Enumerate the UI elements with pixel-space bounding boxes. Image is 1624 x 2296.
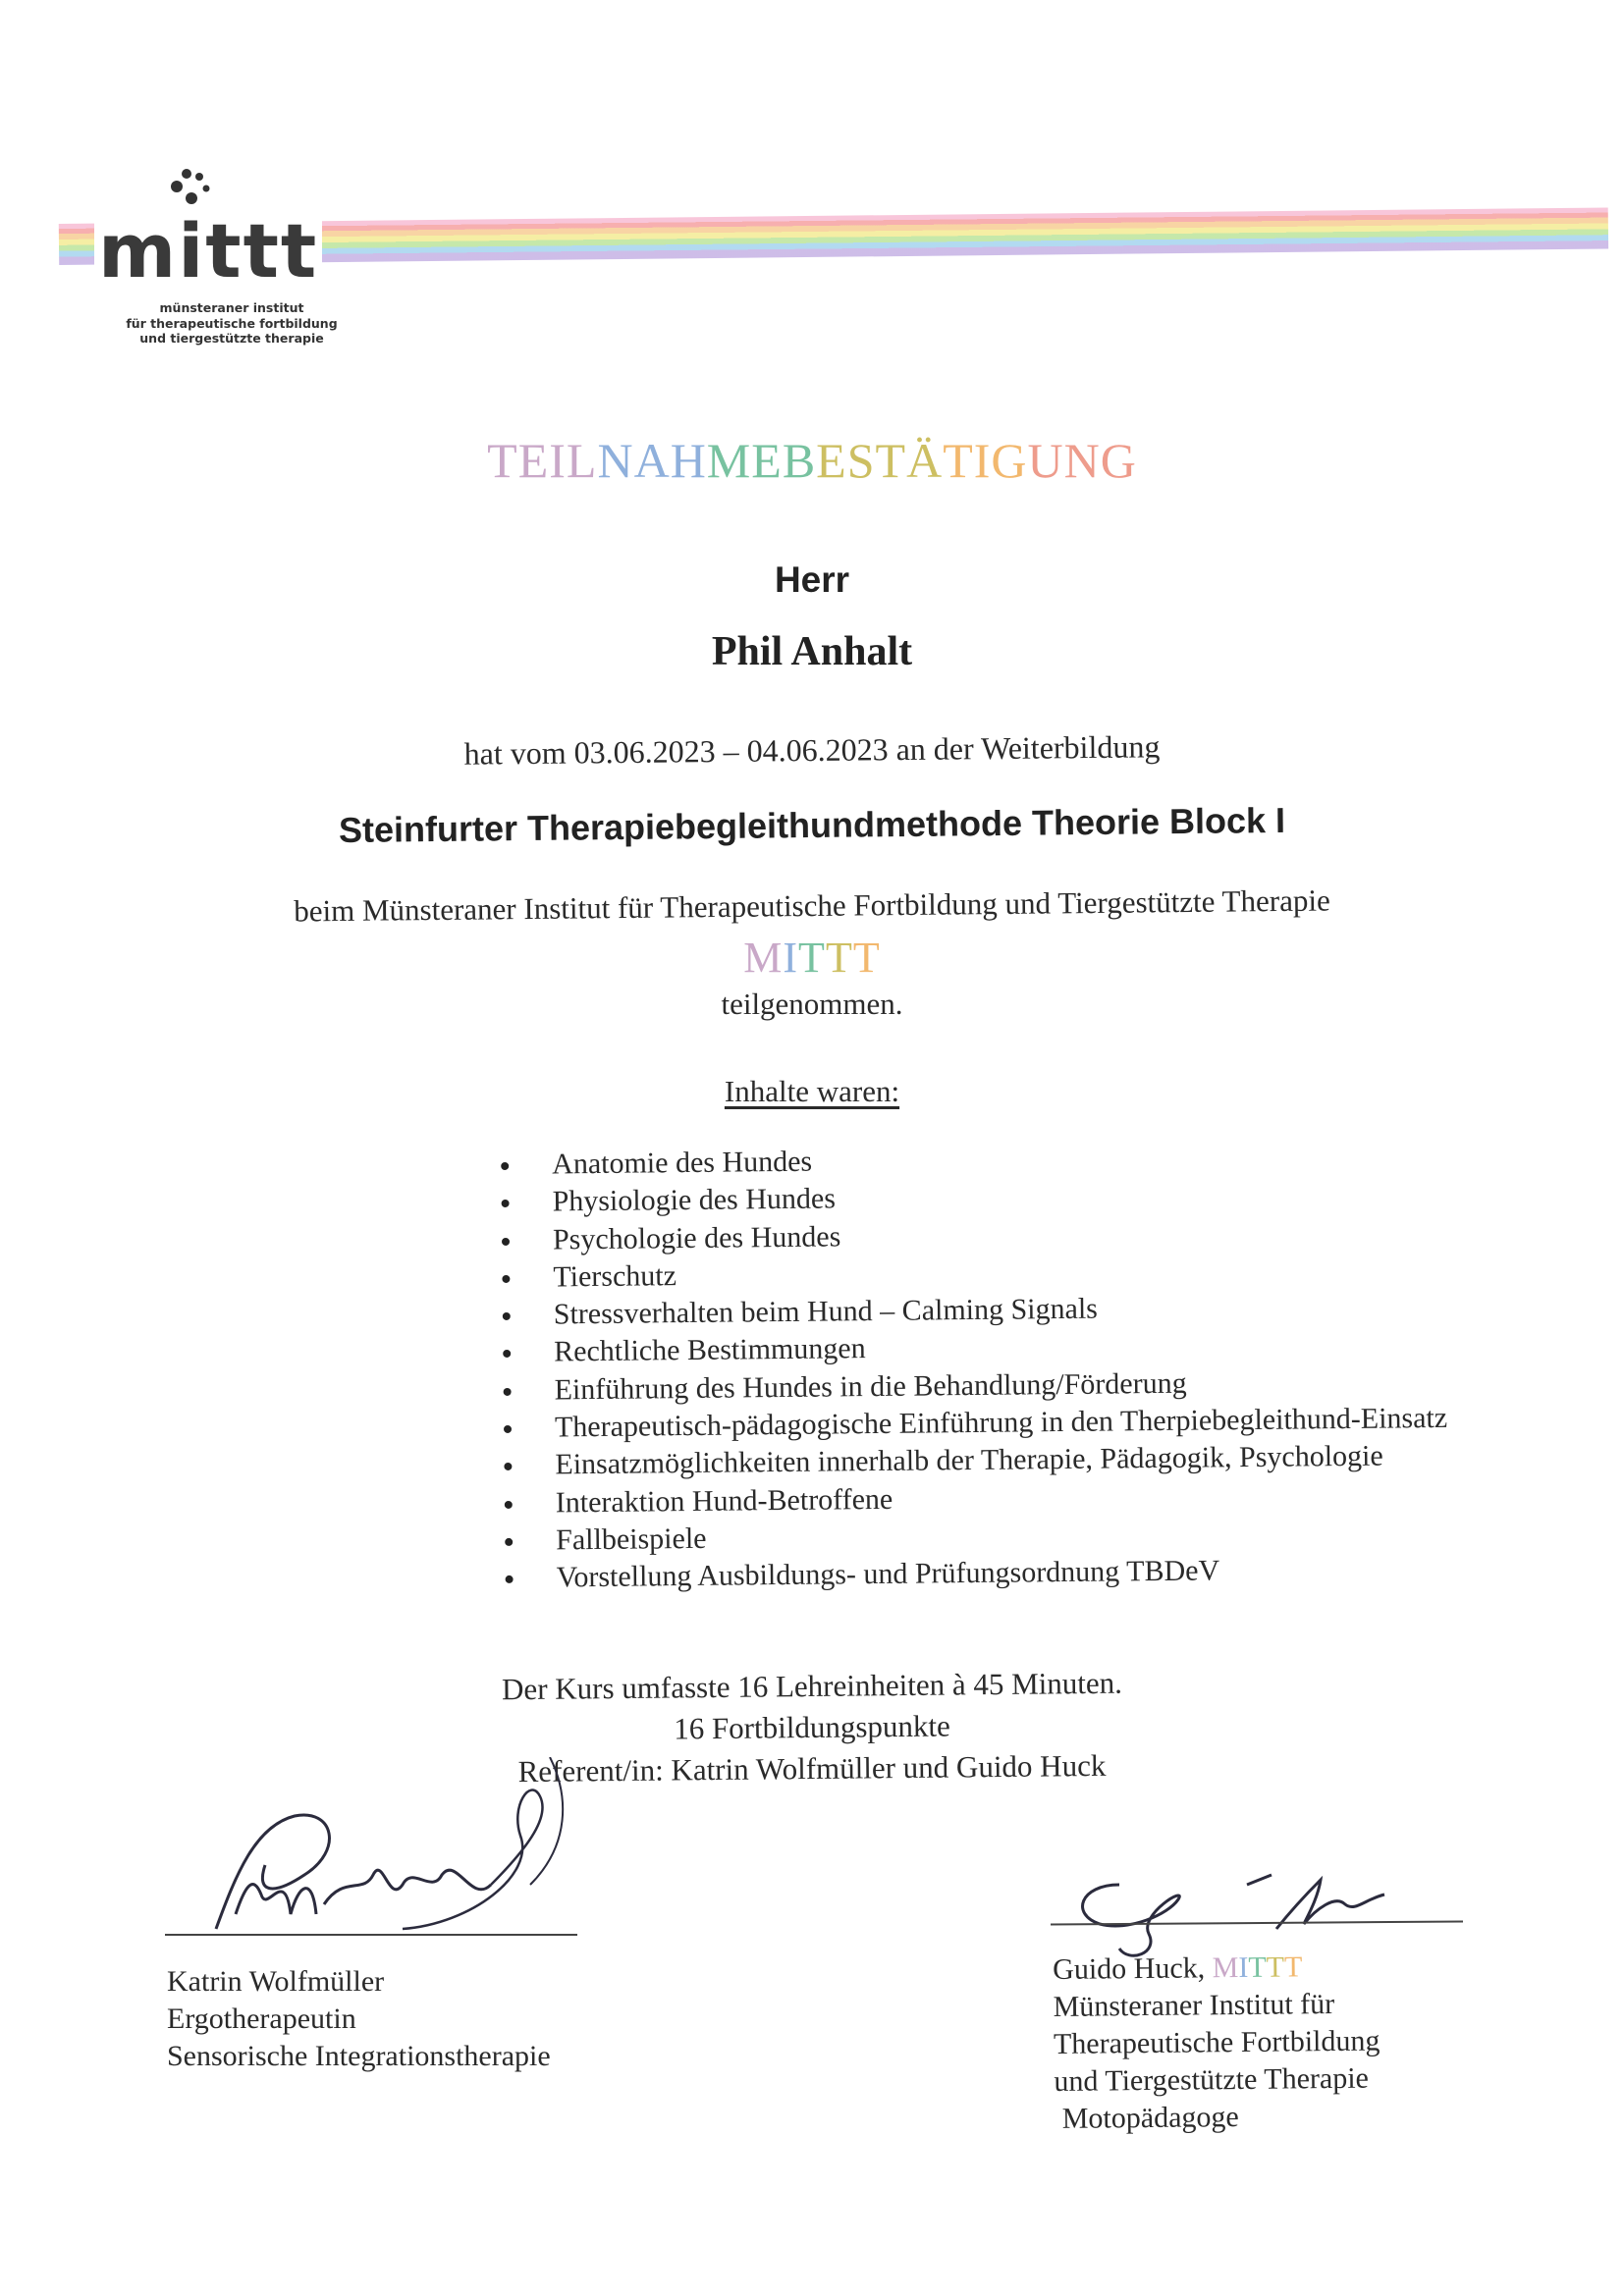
contents-list-item-label: Interaktion Hund-Betroffene bbox=[555, 1482, 893, 1520]
bullet-icon bbox=[505, 1501, 513, 1509]
contents-heading: Inhalte waren: bbox=[724, 1074, 900, 1108]
signatory-left-name: Katrin Wolfmüller bbox=[167, 1965, 385, 1998]
title-letter: T bbox=[487, 433, 518, 488]
signatory-right-role: Motopädagoge bbox=[1061, 2101, 1239, 2135]
bullet-icon bbox=[504, 1388, 512, 1396]
title-letter: M bbox=[1212, 1951, 1239, 1985]
course-title: Steinfurter Therapiebegleithundmethode Theorie Block I bbox=[338, 799, 1286, 851]
title-letter: T bbox=[1283, 1950, 1303, 1984]
title-letter: N bbox=[1063, 433, 1101, 488]
contents-list-item-label: Einführung des Hundes in die Behandlung/Förderung bbox=[554, 1366, 1187, 1407]
title-letter: T bbox=[1248, 1950, 1267, 1984]
signatory-right-line: Münsteraner Institut für bbox=[1053, 1987, 1335, 2023]
contents-list-item-label: Physiologie des Hundes bbox=[552, 1182, 837, 1218]
contents-list-item-label: Stressverhalten beim Hund – Calming Signals bbox=[553, 1292, 1099, 1331]
signatory-left bbox=[167, 1963, 551, 2075]
bullet-icon bbox=[505, 1538, 513, 1546]
bullet-icon bbox=[503, 1350, 511, 1358]
title-letter: E bbox=[816, 433, 847, 488]
signatory-right-line: und Tiergestützte Therapie bbox=[1054, 2061, 1370, 2098]
signatory-right-line: Therapeutische Fortbildung bbox=[1053, 2024, 1380, 2060]
signatory-right bbox=[1053, 1949, 1380, 2138]
title-letter: I bbox=[783, 934, 799, 982]
course-duration: Der Kurs umfasste 16 Lehreinheiten à 45 Minuten. bbox=[501, 1665, 1123, 1707]
signature-line-left bbox=[165, 1934, 577, 1936]
title-letter: I bbox=[1238, 1950, 1249, 1985]
course-points: 16 Fortbildungspunkte bbox=[674, 1708, 950, 1746]
contents-list-item-label: Rechtliche Bestimmungen bbox=[554, 1332, 866, 1368]
logo-subtitle-line: und tiergestützte therapie bbox=[139, 331, 324, 347]
title-letter: E bbox=[517, 433, 550, 488]
bullet-icon bbox=[504, 1425, 512, 1433]
title-letter: T bbox=[1266, 1950, 1285, 1984]
title-letter: G bbox=[991, 433, 1028, 488]
title-letter: I bbox=[549, 433, 567, 488]
title-letter: Ä bbox=[906, 433, 944, 488]
title-letter: T bbox=[825, 934, 853, 982]
title-letter: T bbox=[875, 433, 907, 488]
signatory-left-role: Ergotherapeutin bbox=[167, 2002, 356, 2035]
logo-wordmark: mittt bbox=[94, 214, 322, 289]
logo bbox=[94, 165, 359, 351]
bullet-icon bbox=[502, 1200, 510, 1207]
certificate-title bbox=[0, 432, 1624, 489]
paw-print-icon bbox=[167, 165, 218, 208]
bullet-icon bbox=[501, 1162, 509, 1170]
contents-list-item-label: Anatomie des Hundes bbox=[552, 1145, 813, 1181]
contents-list-item-label: Vorstellung Ausbildungs- und Prüfungsordnung TBDeV bbox=[556, 1554, 1220, 1594]
contents-list-item-label: Fallbeispiele bbox=[556, 1522, 707, 1557]
title-letter: T bbox=[798, 934, 826, 982]
signatory-right-name-line bbox=[1053, 1949, 1380, 1989]
logo-subtitle-line: für therapeutische fortbildung bbox=[126, 315, 338, 331]
bullet-icon bbox=[503, 1312, 511, 1320]
title-letter: M bbox=[743, 934, 784, 982]
bullet-icon bbox=[504, 1463, 512, 1470]
signatory-right-name: Guido Huck, bbox=[1053, 1951, 1213, 1986]
contents-list bbox=[501, 1135, 1605, 1597]
bullet-icon bbox=[502, 1238, 510, 1246]
logo-subtitle bbox=[104, 300, 359, 347]
institute-line: beim Münsteraner Institut für Therapeutische Fortbildung und Tiergestützte Therapie bbox=[294, 882, 1330, 929]
signature-left bbox=[196, 1757, 628, 1953]
contents-list-item-label: Therapeutisch-pädagogische Einführung in den Therpiebegleithund-Einsatz bbox=[554, 1401, 1448, 1444]
participant-salutation: Herr bbox=[774, 560, 850, 600]
signatory-left-role: Sensorische Integrationstherapie bbox=[167, 2040, 551, 2072]
title-letter: N bbox=[597, 433, 634, 488]
title-letter: A bbox=[633, 433, 671, 488]
title-letter: L bbox=[566, 433, 598, 488]
course-speakers: Referent/in: Katrin Wolfmüller und Guido Huck bbox=[517, 1747, 1107, 1789]
contents-list-item-label: Einsatzmöglichkeiten innerhalb der Therapie, Pädagogik, Psychologie bbox=[555, 1439, 1383, 1481]
title-letter: T bbox=[943, 433, 974, 488]
title-letter: B bbox=[782, 433, 817, 488]
title-letter: I bbox=[973, 433, 992, 488]
signatory-right-acronym bbox=[1212, 1950, 1302, 1984]
title-letter: T bbox=[852, 934, 881, 982]
participant-name: Phil Anhalt bbox=[711, 629, 913, 674]
title-letter: U bbox=[1027, 433, 1064, 488]
title-letter: E bbox=[751, 433, 783, 488]
attendance-period: hat vom 03.06.2023 – 04.06.2023 an der Weiterbildung bbox=[463, 728, 1161, 772]
participated-text: teilgenommen. bbox=[721, 987, 903, 1021]
logo-subtitle-line: münsteraner institut bbox=[159, 300, 304, 315]
title-letter: G bbox=[1100, 433, 1137, 488]
title-letter: S bbox=[846, 433, 876, 488]
title-letter: H bbox=[670, 433, 707, 488]
contents-list-item-label: Psychologie des Hundes bbox=[552, 1219, 841, 1256]
contents-list-item-label: Tierschutz bbox=[553, 1259, 677, 1294]
bullet-icon bbox=[506, 1575, 514, 1583]
institute-acronym bbox=[0, 933, 1624, 983]
bullet-icon bbox=[502, 1275, 510, 1283]
signature-right bbox=[1060, 1855, 1394, 1963]
title-letter: M bbox=[706, 433, 752, 488]
